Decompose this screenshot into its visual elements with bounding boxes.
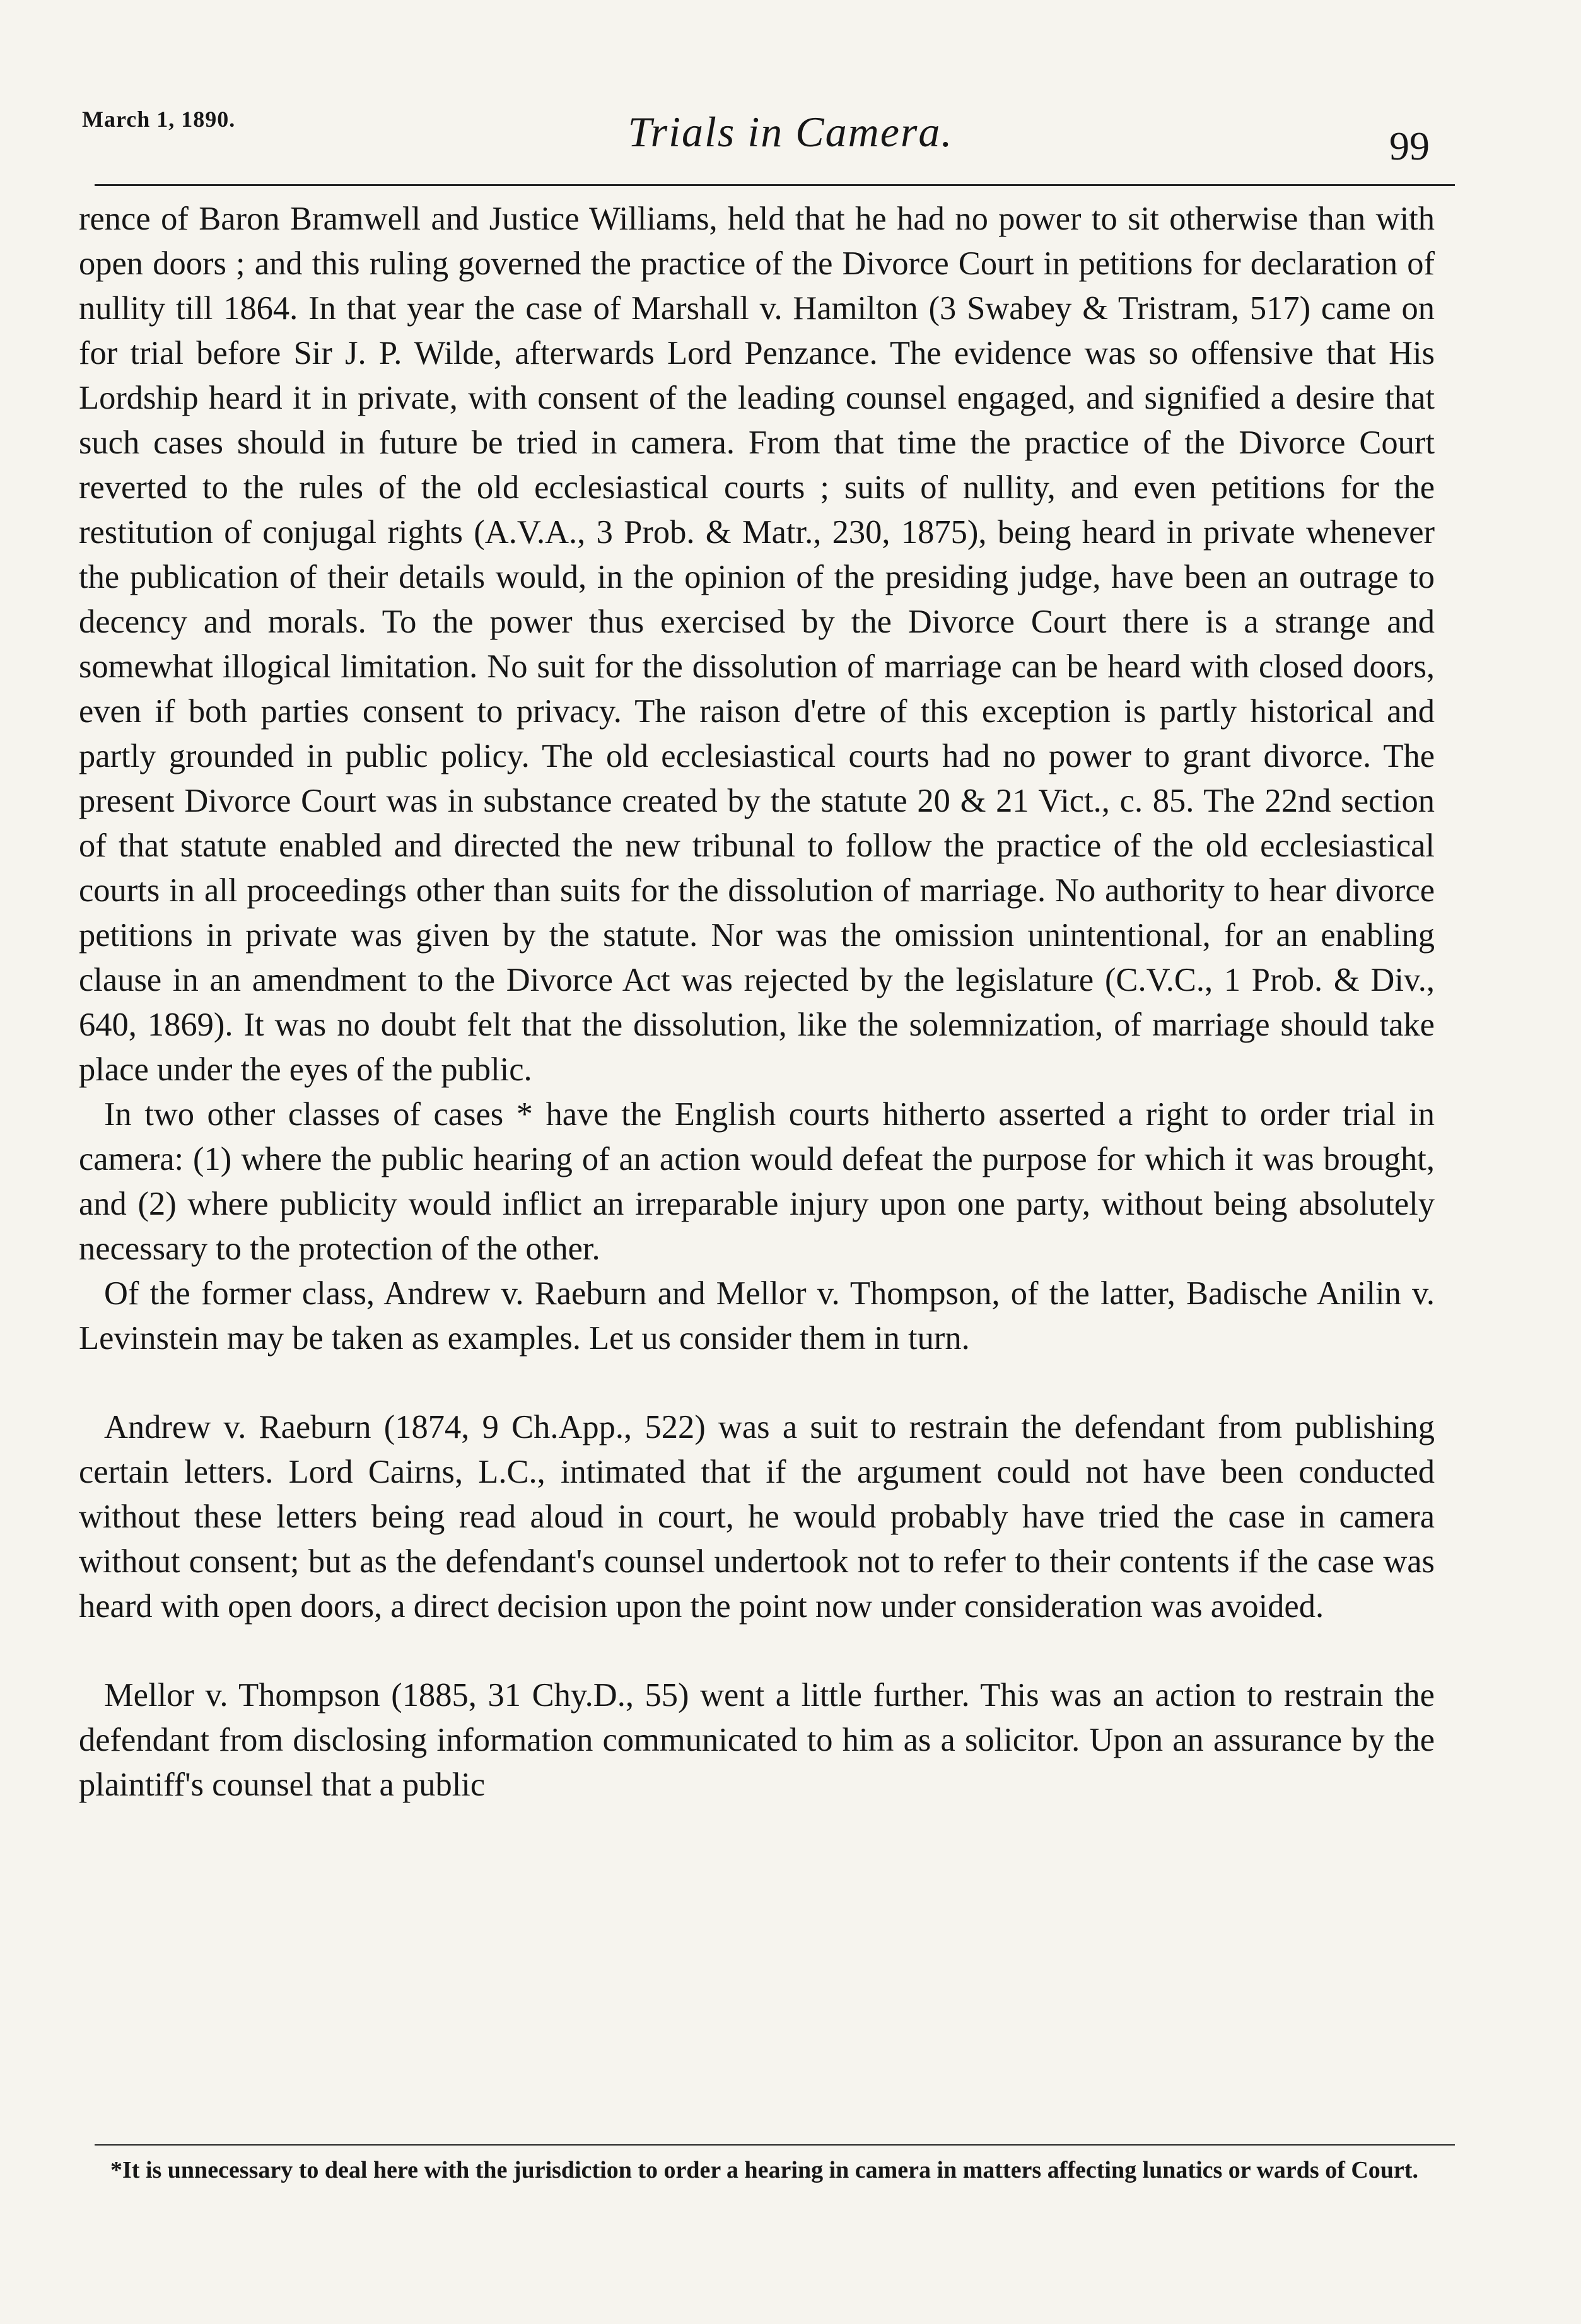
header-date: March 1, 1890. <box>82 107 236 132</box>
footnote <box>85 2152 1435 2188</box>
running-title: Trials in Camera. <box>627 108 954 156</box>
footnote-rule <box>95 2144 1455 2146</box>
page-number: 99 <box>1389 124 1430 168</box>
paragraph: Of the former class, Andrew v. Raeburn and Mellor v. Thompson, of the latter, Badische Anilin v. Levinstein may be taken as examples. Let us consider them in turn. <box>79 1275 1435 1357</box>
body-text <box>79 197 1435 1807</box>
paragraph: In two other classes of cases * have the English courts hitherto asserted a right to order trial in camera: (1) where the public hearing of an action would defeat the purpose for which it was brought, and (2) where publicity would inflict an irreparable injury upon one party, without being absolutely necessary to the protection of the other. <box>79 1096 1435 1267</box>
paragraph: Mellor v. Thompson (1885, 31 Chy.D., 55) went a little further. This was an action to restrain the defendant from disclosing information communicated to him as a solicitor. Upon an assurance by the plaintiff's counsel that a public <box>79 1677 1435 1803</box>
footnote-text: *It is unnecessary to deal here with the jurisdiction to order a hearing in camera in matters affecting lunatics or wards of Court. <box>110 2157 1418 2183</box>
paragraph: rence of Baron Bramwell and Justice Williams, held that he had no power to sit otherwise than with open doors ; and this ruling governed the practice of the Divorce Court in petitions for declaration of nullity till 1864. In that year the case of Marshall v. Hamilton (3 Swabey & Tristram, 517) came on for trial before Sir J. P. Wilde, afterwards Lord Penzance. The evidence was so offensive that His Lordship heard it in private, with consent of the leading counsel engaged, and signified a desire that such cases should in future be tried in camera. From that time the practice of the Divorce Court reverted to the rules of the old ecclesiastical courts ; suits of nullity, and even petitions for the restitution of conjugal rights (A.V.A., 3 Prob. & Matr., 230, 1875), being heard in private whenever the publication of their details would, in the opinion of the presiding judge, have been an outrage to decency and morals. To the power thus exercised by the Divorce Court there is a strange and somewhat illogical limitation. No suit for the dissolution of marriage can be heard with closed doors, even if both parties consent to privacy. The raison d'etre of this exception is partly historical and partly grounded in public policy. The old ecclesiastical courts had no power to grant divorce. The present Divorce Court was in substance created by the statute 20 & 21 Vict., c. 85. The 22nd section of that statute enabled and directed the new tribunal to follow the practice of the old ecclesiastical courts in all proceedings other than suits for the dissolution of marriage. No authority to hear divorce petitions in private was given by the statute. Nor was the omission unintentional, for an enabling clause in an amendment to the Divorce Act was rejected by the legislature (C.V.C., 1 Prob. & Div., 640, 1869). It was no doubt felt that the dissolution, like the solemnization, of marriage should take place under the eyes of the public. <box>79 201 1435 1088</box>
paragraph: Andrew v. Raeburn (1874, 9 Ch.App., 522) was a suit to restrain the defendant from publishing certain letters. Lord Cairns, L.C., intimated that if the argument could not have been conducted without these letters being read aloud in court, he would probably have tried the case in camera without consent; but as the defendant's counsel undertook not to refer to their contents if the case was heard with open doors, a direct decision upon the point now under consideration was avoided. <box>79 1409 1435 1625</box>
header-rule <box>95 184 1455 186</box>
